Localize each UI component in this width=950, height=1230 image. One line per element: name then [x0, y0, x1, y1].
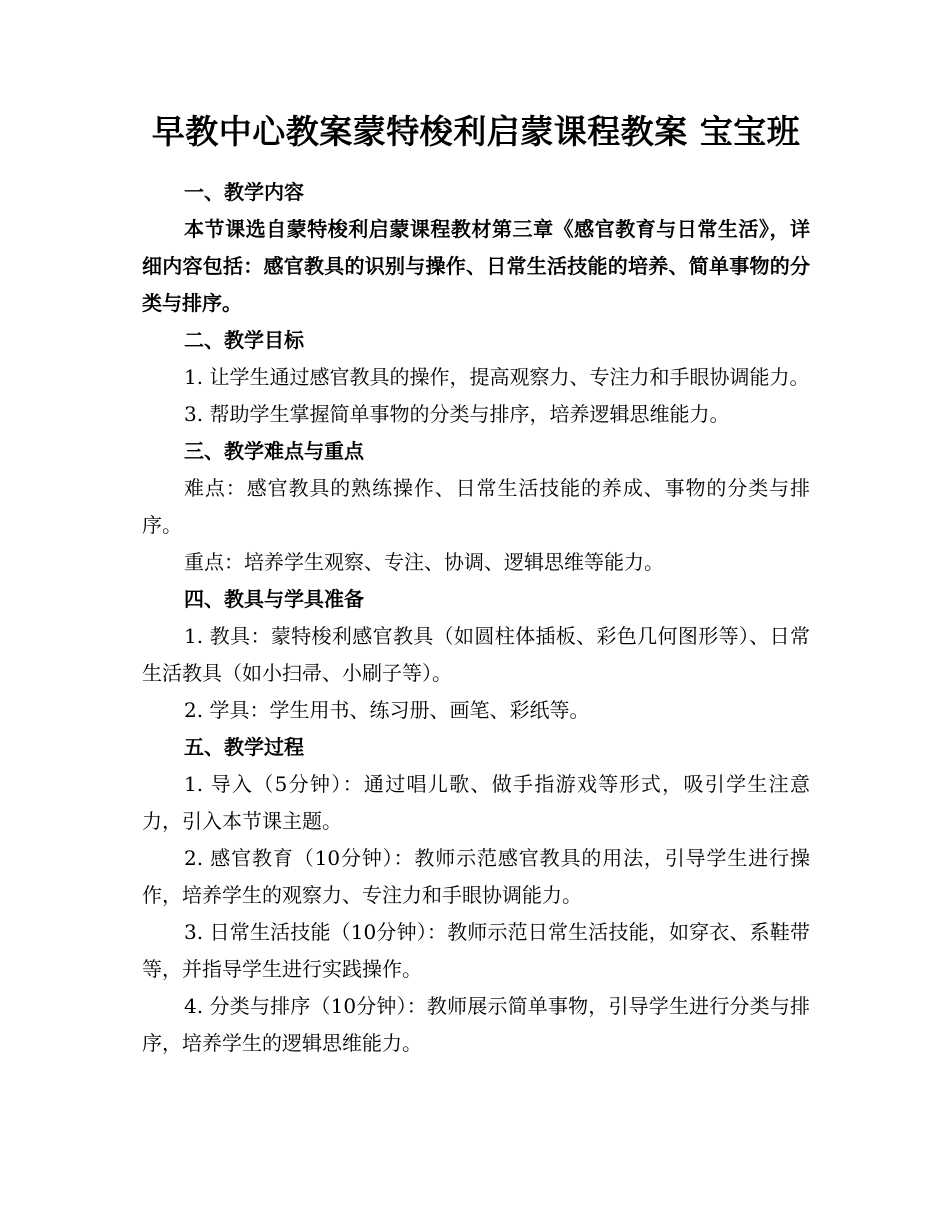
- section-paragraph: 1. 教具：蒙特梭利感官教具（如圆柱体插板、彩色几何图形等）、日常生活教具（如小扫帚、小刷子等）。: [142, 624, 810, 685]
- section-heading: 五、教学过程: [184, 735, 304, 759]
- section-paragraph: 4. 分类与排序（10分钟）：教师展示简单事物，引导学生进行分类与排序，培养学生的逻辑思维能力。: [142, 994, 810, 1055]
- section-paragraph: 1. 让学生通过感官教具的操作，提高观察力、专注力和手眼协调能力。: [184, 365, 810, 389]
- document-page: [142, 110, 810, 1062]
- section-paragraph: 本节课选自蒙特梭利启蒙课程教材第三章《感官教育与日常生活》，详细内容包括：感官教具的识别与操作、日常生活技能的培养、简单事物的分类与排序。: [142, 217, 810, 315]
- section-paragraph: 2. 学具：学生用书、练习册、画笔、彩纸等。: [184, 698, 590, 722]
- section-paragraph: 3. 日常生活技能（10分钟）：教师示范日常生活技能，如穿衣、系鞋带等，并指导学生进行实践操作。: [142, 920, 810, 981]
- section-teaching-content: [142, 174, 810, 322]
- section-difficulties-and-focus: [142, 433, 810, 581]
- section-paragraph: 3. 帮助学生掌握简单事物的分类与排序，培养逻辑思维能力。: [184, 402, 730, 426]
- section-heading: 一、教学内容: [184, 180, 304, 204]
- section-teaching-process: [142, 729, 810, 1062]
- section-paragraph: 1. 导入（5分钟）：通过唱儿歌、做手指游戏等形式，吸引学生注意力，引入本节课主题。: [142, 772, 810, 833]
- section-heading: 四、教具与学具准备: [184, 587, 364, 611]
- section-paragraph: 重点：培养学生观察、专注、协调、逻辑思维等能力。: [184, 550, 664, 574]
- section-paragraph: 难点：感官教具的熟练操作、日常生活技能的养成、事物的分类与排序。: [142, 476, 810, 537]
- section-teaching-goals: [142, 322, 810, 433]
- document-title: 早教中心教案蒙特梭利启蒙课程教案 宝宝班: [151, 112, 801, 151]
- section-paragraph: 2. 感官教育（10分钟）：教师示范感官教具的用法，引导学生进行操作，培养学生的观察力、专注力和手眼协调能力。: [142, 846, 810, 907]
- section-heading: 三、教学难点与重点: [184, 439, 364, 463]
- section-heading: 二、教学目标: [184, 328, 304, 352]
- section-materials: [142, 581, 810, 729]
